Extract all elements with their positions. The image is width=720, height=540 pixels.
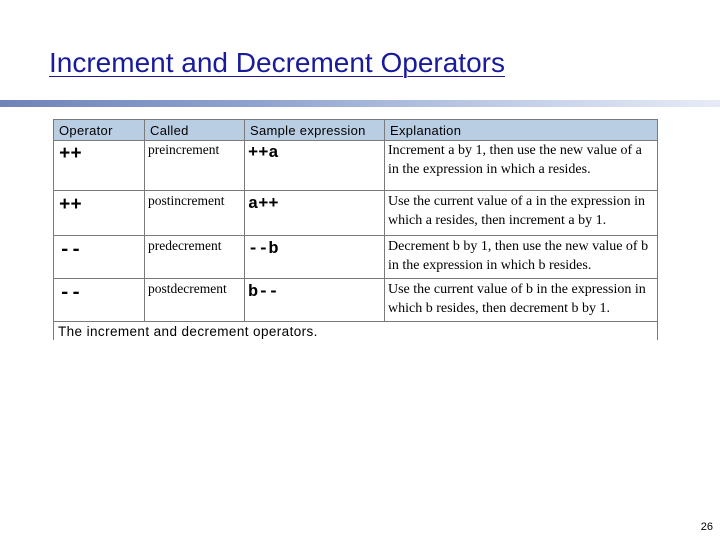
header-cell-sample — [245, 120, 385, 140]
operator-symbol: -- — [59, 282, 82, 304]
header-cell-called — [145, 120, 245, 140]
sample-cell — [245, 140, 385, 190]
explanation-text: Use the current value of a in the expression in which a resides, then increment a by 1. — [388, 194, 645, 228]
sample-expression: a++ — [248, 195, 279, 214]
sample-cell — [245, 279, 385, 322]
table-row — [54, 140, 657, 190]
operator-cell — [54, 236, 145, 279]
explanation-cell — [385, 191, 657, 236]
called-cell — [145, 191, 245, 236]
called-cell — [145, 236, 245, 279]
operator-symbol: -- — [59, 239, 82, 261]
called-cell — [145, 140, 245, 190]
sample-cell — [245, 191, 385, 236]
operator-cell — [54, 191, 145, 236]
operator-name: predecrement — [148, 238, 222, 253]
title-divider — [0, 100, 720, 107]
operators-table — [53, 119, 658, 340]
operator-name: postdecrement — [148, 281, 227, 296]
explanation-text: Decrement b by 1, then use the new value of b in the expression in which b resides. — [388, 239, 649, 273]
operator-symbol: ++ — [59, 143, 82, 165]
table-row — [54, 278, 657, 322]
table-row — [54, 190, 657, 236]
operator-name: postincrement — [148, 193, 225, 208]
explanation-cell — [385, 140, 657, 190]
sample-expression: b-- — [248, 283, 279, 302]
table-header-row — [54, 120, 657, 141]
operator-cell — [54, 279, 145, 322]
explanation-text: Use the current value of b in the expression in which b resides, then decrement b by 1. — [388, 282, 646, 316]
slide-title: Increment and Decrement Operators — [49, 47, 505, 78]
sample-expression: ++a — [248, 144, 279, 163]
called-cell — [145, 279, 245, 322]
operator-symbol: ++ — [59, 194, 82, 216]
header-cell-operator — [54, 120, 145, 140]
header-called: Called — [150, 123, 189, 138]
header-sample-expression: Sample expression — [250, 123, 366, 138]
header-cell-explanation — [385, 120, 657, 140]
sample-cell — [245, 236, 385, 279]
header-explanation: Explanation — [390, 123, 462, 138]
explanation-cell — [385, 279, 657, 322]
explanation-cell — [385, 236, 657, 279]
operator-cell — [54, 140, 145, 190]
explanation-text: Increment a by 1, then use the new value of a in the expression in which a resides. — [388, 143, 642, 177]
header-operator: Operator — [59, 123, 113, 138]
sample-expression: --b — [248, 240, 279, 259]
table-caption: The increment and decrement operators. — [58, 324, 318, 339]
table-row — [54, 235, 657, 279]
page-number: 26 — [700, 521, 713, 533]
table-caption-row — [54, 321, 657, 342]
operator-name: preincrement — [148, 142, 220, 157]
